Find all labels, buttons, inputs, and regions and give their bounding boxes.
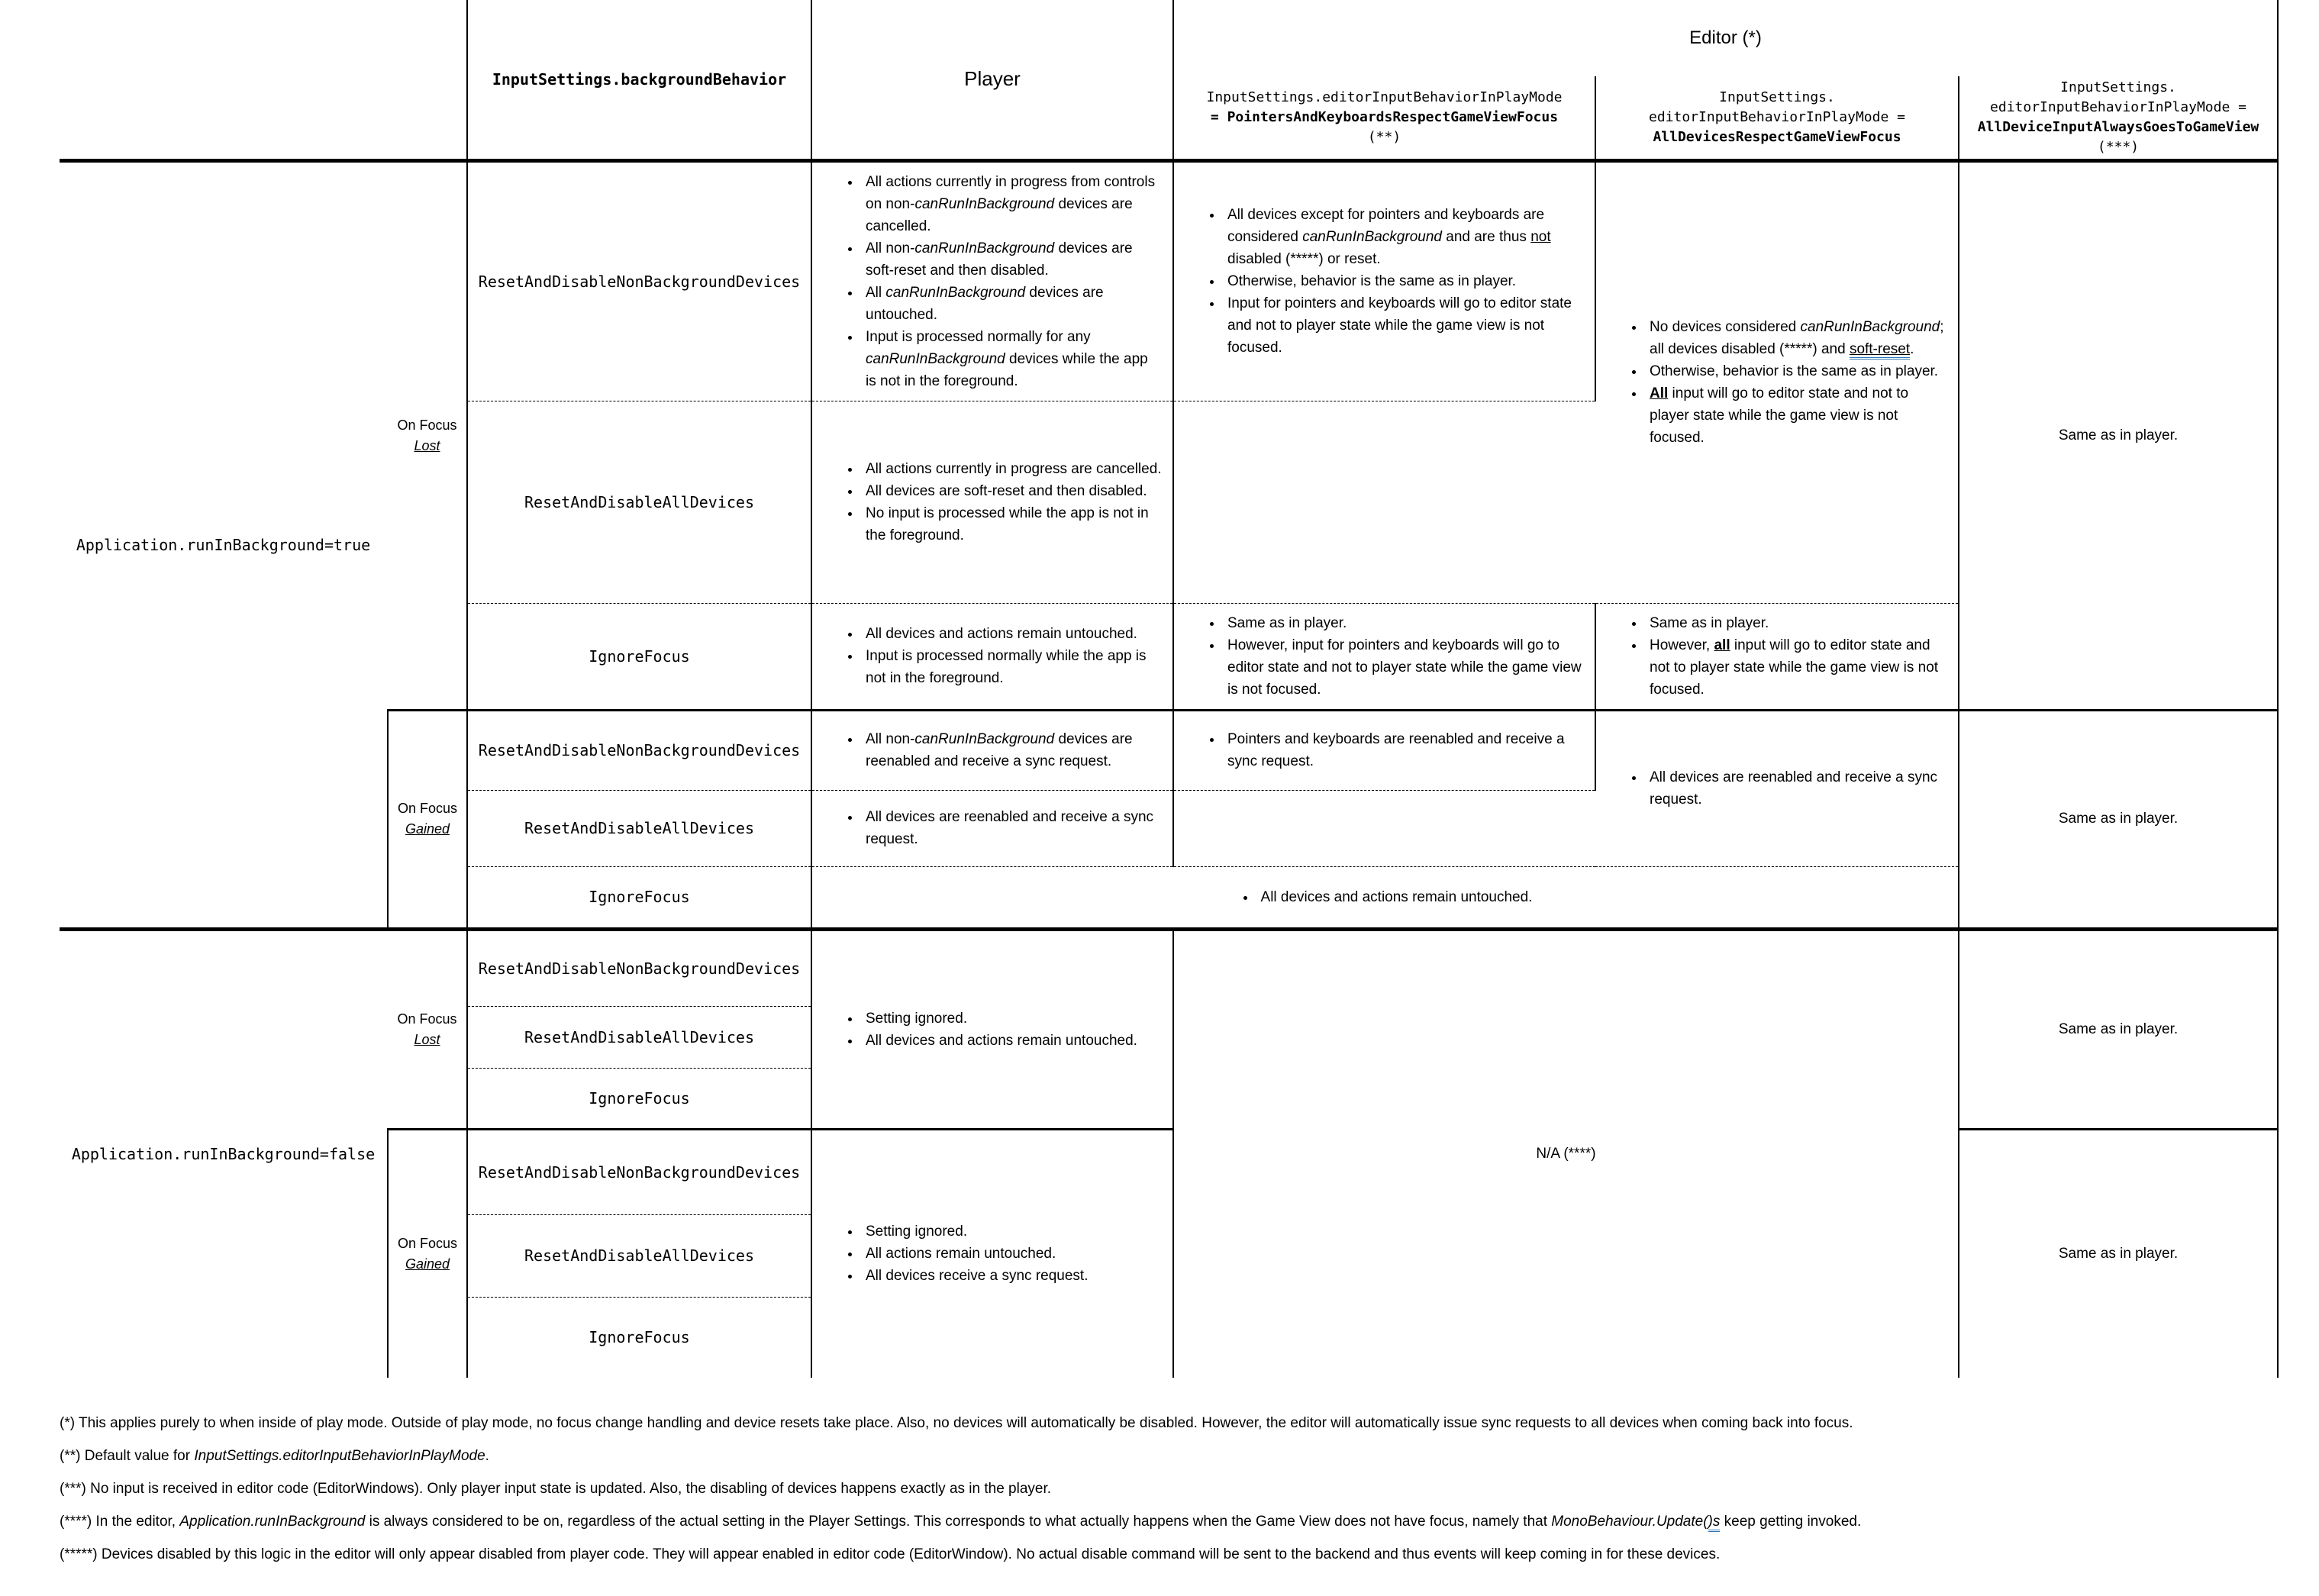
focus-label: On Focus — [397, 1011, 457, 1027]
focus-gained-label: Gained — [405, 821, 450, 837]
focus-label: On Focus — [397, 1235, 458, 1251]
bullet-item: • Otherwise, behavior is the same as in player. — [1223, 270, 1584, 292]
header-line: = PointersAndKeyboardsRespectGameViewFocus — [1210, 108, 1559, 125]
bullet-item: • Otherwise, behavior is the same as in player. — [1645, 360, 1947, 382]
bullet-item: • All canRunInBackground devices are untouched. — [861, 282, 1162, 326]
cell-false-gained-player-merged — [811, 1129, 1173, 1378]
column-header-player: Player — [811, 0, 1173, 160]
bullet-item: • All devices and actions remain untouched. — [861, 1030, 1162, 1052]
behavior-reset-all: ResetAndDisableAllDevices — [467, 401, 811, 603]
behavior-ignore-focus: IgnoreFocus — [467, 1297, 811, 1378]
row-group-on-focus-gained — [388, 710, 467, 929]
bullet-item: • All non-canRunInBackground devices are reenabled and receive a sync request. — [861, 728, 1162, 772]
cell-true-lost-alldevices-player — [811, 401, 1173, 603]
bullet-item: • No devices considered canRunInBackground; all devices disabled (*****) and soft-reset. — [1645, 316, 1947, 360]
behavior-reset-nonbg: ResetAndDisableNonBackgroundDevices — [467, 1129, 811, 1214]
cell-true-lost-ignore-player — [811, 603, 1173, 710]
cell-true-lost-all-devices-respect — [1595, 160, 1959, 603]
cell-true-lost-ignore-all-devices — [1595, 603, 1959, 710]
input-settings-focus-table — [60, 0, 2279, 1378]
footnotes — [60, 1407, 2311, 1571]
bullet-item: • However, all input will go to editor state and not to player state while the game view is not focused. — [1645, 634, 1947, 701]
focus-label: On Focus — [397, 801, 458, 816]
header-line: InputSettings.editorInputBehaviorInPlayMode — [1206, 89, 1563, 105]
bullet-item: • All input will go to editor state and not to player state while the game view is not focused. — [1645, 382, 1947, 449]
column-header-all-input-gameview — [1959, 76, 2278, 160]
bullet-item: • Input is processed normally for any canRunInBackground devices while the app is not in the foreground. — [861, 326, 1162, 392]
behavior-reset-all: ResetAndDisableAllDevices — [467, 790, 811, 866]
bullet-item: • Setting ignored. — [861, 1008, 1162, 1030]
cell-true-lost-alldevices-pk-empty — [1173, 401, 1595, 603]
bullet-item: • Pointers and keyboards are reenabled and receive a sync request. — [1223, 728, 1584, 772]
bullet-item: • All devices receive a sync request. — [861, 1265, 1162, 1287]
bullet-item: • Same as in player. — [1223, 612, 1584, 634]
cell-true-gained-all-input-gameview: Same as in player. — [1959, 710, 2278, 929]
row-group-on-focus-lost — [388, 160, 467, 710]
bullet-item: • All actions currently in progress are cancelled. — [861, 458, 1162, 480]
cell-true-lost-nonbg-player — [811, 160, 1173, 401]
bullet-item: • All non-canRunInBackground devices are soft-reset and then disabled. — [861, 237, 1162, 282]
footnote-3: (***) No input is received in editor code (EditorWindows). Only player input state is updated. Also, the disabling of devices happens exactly as in the player. — [60, 1481, 1052, 1497]
header-line: (**) — [1367, 128, 1401, 145]
bullet-item: • All actions currently in progress from controls on non-canRunInBackground devices are cancelled. — [861, 171, 1162, 237]
bullet-item: • All devices except for pointers and keyboards are considered canRunInBackground and are thus not disabled (*****) or reset. — [1223, 204, 1584, 270]
behavior-reset-nonbg: ResetAndDisableNonBackgroundDevices — [467, 929, 811, 1006]
cell-true-gained-alldevices-player — [811, 790, 1173, 866]
bullet-item: • Input for pointers and keyboards will go to editor state and not to player state while the game view is not focused. — [1223, 292, 1584, 359]
row-group-on-focus-gained — [388, 1129, 467, 1378]
bullet-item: • Setting ignored. — [861, 1220, 1162, 1243]
header-line: editorInputBehaviorInPlayMode = — [1649, 108, 1905, 125]
bullet-item: • All devices are reenabled and receive a sync request. — [1645, 766, 1947, 811]
behavior-ignore-focus: IgnoreFocus — [467, 603, 811, 710]
header-focus-empty — [388, 0, 467, 160]
bullet-item: • All actions remain untouched. — [861, 1243, 1162, 1265]
bullet-item: • However, input for pointers and keyboards will go to editor state and not to player state while the game view is not focused. — [1223, 634, 1584, 701]
behavior-ignore-focus: IgnoreFocus — [467, 866, 811, 929]
footnote-2: (**) Default value for InputSettings.editorInputBehaviorInPlayMode. — [60, 1448, 489, 1464]
behavior-reset-nonbg: ResetAndDisableNonBackgroundDevices — [467, 160, 811, 401]
cell-false-gained-all-input-gameview: Same as in player. — [1959, 1129, 2278, 1378]
header-line: editorInputBehaviorInPlayMode = — [1990, 98, 2246, 115]
cell-true-gained-all-devices-respect — [1595, 710, 1959, 866]
behavior-reset-all: ResetAndDisableAllDevices — [467, 1214, 811, 1297]
row-group-run-in-background-false: Application.runInBackground=false — [60, 929, 388, 1378]
header-corner-empty — [60, 0, 388, 160]
behavior-reset-nonbg: ResetAndDisableNonBackgroundDevices — [467, 710, 811, 790]
bullet-item: • Same as in player. — [1645, 612, 1947, 634]
bullet-item: • All devices and actions remain untouched. — [861, 623, 1162, 645]
cell-true-gained-nonbg-player — [811, 710, 1173, 790]
header-line: AllDeviceInputAlwaysGoesToGameView — [1977, 118, 2259, 135]
focus-lost-label: Lost — [414, 1031, 440, 1047]
behavior-ignore-focus: IgnoreFocus — [467, 1068, 811, 1129]
cell-false-editor-na: N/A (****) — [1173, 929, 1959, 1378]
focus-label: On Focus — [397, 417, 457, 433]
column-header-pointers-keyboards — [1173, 76, 1595, 160]
footnote-1: (*) This applies purely to when inside of play mode. Outside of play mode, no focus change handling and device resets take place. Also, no devices will automatically be disabled. However, the editor will automatically issue sync requests to all devices when coming back into focus. — [60, 1415, 1853, 1431]
bullet-item: • All devices and actions remain untouched. — [1256, 886, 1533, 908]
focus-gained-label: Gained — [405, 1256, 450, 1272]
cell-true-lost-ignore-pointers-keyboards — [1173, 603, 1595, 710]
column-header-background-behavior: InputSettings.backgroundBehavior — [467, 0, 811, 160]
cell-false-lost-player-merged — [811, 929, 1173, 1129]
cell-true-gained-ignore-merged — [811, 866, 1959, 929]
bullet-item: • All devices are soft-reset and then disabled. — [861, 480, 1162, 502]
footnote-5: (*****) Devices disabled by this logic in the editor will only appear disabled from player code. They will appear enabled in editor code (EditorWindow). No actual disable command will be sent to the backend and thus events will keep coming in for these devices. — [60, 1546, 1721, 1562]
cell-false-lost-all-input-gameview: Same as in player. — [1959, 929, 2278, 1129]
header-line: AllDevicesRespectGameViewFocus — [1653, 128, 1901, 145]
row-group-on-focus-lost — [388, 929, 467, 1129]
cell-true-gained-nonbg-pointers-keyboards — [1173, 710, 1595, 790]
focus-lost-label: Lost — [414, 437, 440, 453]
column-header-all-devices-respect — [1595, 76, 1959, 160]
behavior-reset-all: ResetAndDisableAllDevices — [467, 1006, 811, 1068]
header-line: InputSettings. — [1719, 89, 1835, 105]
cell-true-gained-alldevices-pk-empty — [1173, 790, 1595, 866]
bullet-item: • Input is processed normally while the app is not in the foreground. — [861, 645, 1162, 689]
bullet-item: • No input is processed while the app is not in the foreground. — [861, 502, 1162, 547]
footnote-4: (****) In the editor, Application.runInBackground is always considered to be on, regardless of the actual setting in the Player Settings. This corresponds to what actually happens when the Game View does not have focus, namely that MonoBehaviour.Update()s keep getting invoked. — [60, 1505, 2311, 1538]
cell-true-lost-all-input-gameview: Same as in player. — [1959, 160, 2278, 710]
header-line: InputSettings. — [2060, 79, 2176, 95]
column-group-header-editor: Editor (*) — [1173, 0, 2278, 76]
row-group-run-in-background-true: Application.runInBackground=true — [60, 160, 388, 929]
bullet-item: • All devices are reenabled and receive a sync request. — [861, 806, 1162, 850]
header-line: (***) — [2097, 138, 2140, 155]
cell-true-lost-nonbg-pointers-keyboards — [1173, 160, 1595, 401]
